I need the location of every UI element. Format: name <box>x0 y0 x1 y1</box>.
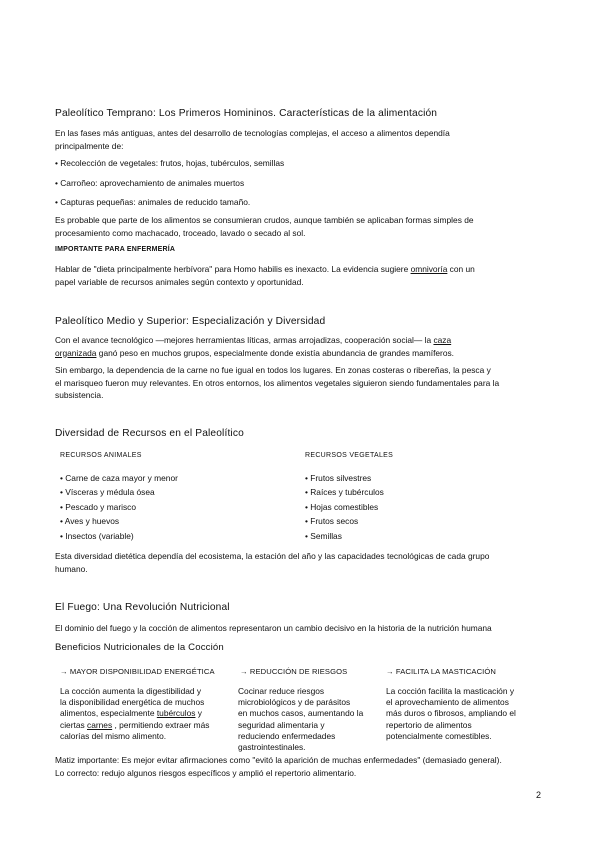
section-title-paleolitico-temprano: Paleolítico Temprano: Los Primeros Homininos. Características de la alimentación <box>55 108 438 119</box>
section-title-diversidad: Diversidad de Recursos en el Paleolítico <box>55 428 244 439</box>
note-line: Hablar de "dieta principalmente herbívora" para Homo habilis es inexacto. La evidencia sugiere omnivoría con un <box>55 264 475 274</box>
paragraph-line: subsistencia. <box>55 390 104 400</box>
vegetal-resource-item: • Semillas <box>305 531 342 541</box>
animal-resource-item: • Carne de caza mayor y menor <box>60 473 178 483</box>
underlined-term: tubérculos <box>156 708 196 719</box>
technology-paragraph <box>55 334 552 359</box>
page-number: 2 <box>536 790 542 800</box>
underlined-term: carnes <box>87 719 113 730</box>
underlined-term: caza <box>433 335 452 345</box>
note-line: papel variable de recursos animales según contexto y oportunidad. <box>55 276 304 287</box>
paragraph-line: Sin embargo, la dependencia de la carne no fue igual en todos los lugares. En zonas costeras o ribereñas, la pesca y <box>55 365 491 375</box>
intro-line: En las fases más antiguas, antes del desarrollo de tecnologías complejas, el acceso a alimentos dependía <box>55 128 450 138</box>
paragraph-line: Esta diversidad dietética dependía del ecosistema, la estación del año y las capacidades tecnológicas de cada grupo <box>55 551 490 561</box>
fire-intro: El dominio del fuego y la cocción de alimentos representaron un cambio decisivo en la historia de la nutrición humana <box>55 623 492 633</box>
paragraph-line: Lo correcto: redujo algunos riesgos específicos y amplió el repertorio alimentario. <box>55 767 357 778</box>
benefit-heading-risks: → REDUCCIÓN DE RIESGOS <box>240 667 348 676</box>
vegetal-resource-item: • Raíces y tubérculos <box>305 487 384 497</box>
underlined-term: organizada <box>55 347 97 358</box>
paragraph-line: procesamiento como machacado, troceado, lavado o secado al sol. <box>55 227 306 238</box>
vegetal-resource-item: • Frutos secos <box>305 516 359 526</box>
animal-resources-heading: RECURSOS ANIMALES <box>60 452 142 459</box>
bullet-item: • Capturas pequeñas: animales de reducido tamaño. <box>55 197 251 207</box>
processing-paragraph <box>55 214 552 239</box>
paragraph-line: Matiz importante: Es mejor evitar afirmaciones como "evitó la aparición de muchas enfermedades" (demasiado general). <box>55 755 502 765</box>
intro-paragraph <box>55 127 552 152</box>
vegetal-resources-heading: RECURSOS VEGETALES <box>305 452 394 459</box>
paragraph-line: organizada ganó peso en muchos grupos, especialmente donde existía abundancia de grandes mamíferos. <box>55 347 455 358</box>
paragraph-line: el marisqueo fueron muy relevantes. En otros entornos, los alimentos vegetales siguieron siendo fundamentales para la <box>55 377 500 388</box>
nursing-note-text <box>55 263 552 288</box>
bullet-item: • Recolección de vegetales: frutos, hojas, tubérculos, semillas <box>55 158 285 168</box>
animal-resource-item: • Aves y huevos <box>60 516 120 526</box>
important-nuance <box>55 754 552 779</box>
animal-resource-item: • Pescado y marisco <box>60 502 137 512</box>
benefit-text-chewing: La cocción facilita la masticación y el aprovechamiento de alimentos más duros o fibrosos, ampliando el repertorio de alimentos potencialmente comestibles. <box>386 686 516 741</box>
paragraph-line: humano. <box>55 563 88 574</box>
bullet-item: • Carroñeo: aprovechamiento de animales muertos <box>55 178 245 188</box>
vegetal-resource-item: • Hojas comestibles <box>305 502 379 512</box>
section-title-paleolitico-medio: Paleolítico Medio y Superior: Especialización y Diversidad <box>55 316 326 327</box>
benefit-heading-chewing: → FACILITA LA MASTICACIÓN <box>386 667 496 676</box>
paragraph-line: Con el avance tecnológico —mejores herramientas líticas, armas arrojadizas, cooperación social— la caza <box>55 335 452 345</box>
animal-resource-item: • Insectos (variable) <box>60 531 134 541</box>
benefit-text-risks: Cocinar reduce riesgos microbiológicos y de parásitos en muchos casos, aumentando la seguridad alimentaria y reduciendo enfermedades gastrointestinales. <box>238 686 364 753</box>
animal-resource-item: • Vísceras y médula ósea <box>60 487 155 497</box>
benefit-heading-energy: → MAYOR DISPONIBILIDAD ENERGÉTICA <box>60 667 215 676</box>
section-title-fuego: El Fuego: Una Revolución Nutricional <box>55 602 230 613</box>
paragraph-line: Es probable que parte de los alimentos se consumieran crudos, aunque también se aplicaban formas simples de <box>55 215 474 225</box>
vegetal-resource-item: • Frutos silvestres <box>305 473 372 483</box>
nursing-note-label: IMPORTANTE PARA ENFERMERÍA <box>55 246 176 253</box>
underlined-term: omnivoría <box>410 264 448 274</box>
diversity-summary <box>55 550 552 575</box>
coastal-paragraph <box>55 364 552 402</box>
cooking-benefits-subtitle: Beneficios Nutricionales de la Cocción <box>55 642 224 653</box>
benefit-text-energy: La cocción aumenta la digestibilidad y la disponibilidad energética de muchos alimentos, especialmente tubérculos y ciertas carnes , permitiendo extraer más calorías del mismo alimento. <box>60 686 210 741</box>
intro-line: principalmente de: <box>55 140 124 151</box>
